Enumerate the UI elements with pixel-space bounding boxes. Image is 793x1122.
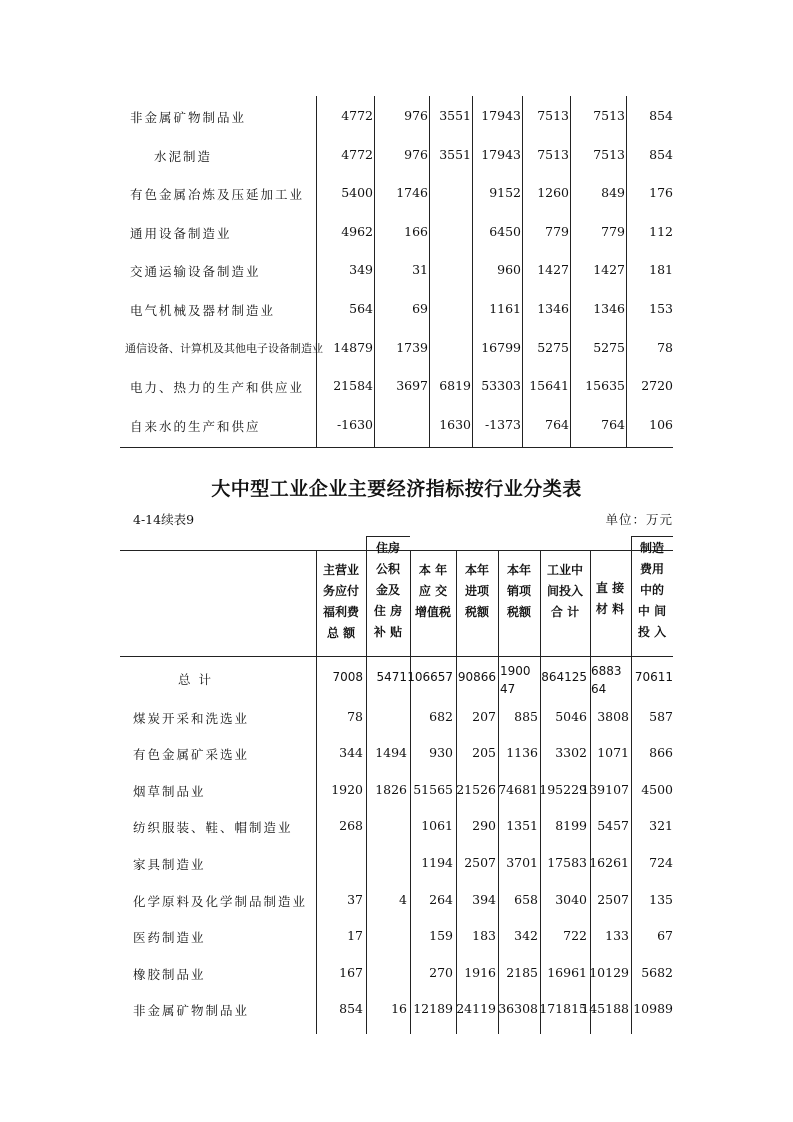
column-header <box>626 538 678 643</box>
row-label: 纺织服装、鞋、帽制造业 <box>133 820 293 836</box>
table-cell: 15635 <box>585 378 625 394</box>
table-cell: 9152 <box>489 185 521 201</box>
table-cell: 21584 <box>333 378 373 394</box>
row-label: 烟草制品业 <box>133 783 206 799</box>
column-header-line: 住 房 <box>373 604 403 618</box>
row-label: 自来水的生产和供应 <box>130 418 261 434</box>
table-cell: 4500 <box>641 781 673 797</box>
table-cell: 5275 <box>593 339 625 355</box>
table-cell: 159 <box>429 928 453 944</box>
table-cell: 5457 <box>597 818 629 834</box>
table-cell: 658 <box>514 891 538 907</box>
table-cell: 78 <box>347 708 363 724</box>
column-header-line: 间投入 <box>546 584 583 598</box>
table-cell: 205 <box>472 745 496 761</box>
table-cell: 5046 <box>555 708 587 724</box>
table-cell: 722 <box>563 928 587 944</box>
row-label: 通信设备、计算机及其他电子设备制造业 <box>125 341 323 355</box>
table-cell: 7513 <box>537 108 569 123</box>
table-cell: 12189 <box>413 1001 453 1017</box>
table-cell: 764 <box>545 416 569 432</box>
table-cell: 17943 <box>481 108 521 123</box>
table-cell: 10989 <box>633 1001 673 1017</box>
column-header-line: 销项 <box>506 584 531 598</box>
table-cell: 3551 <box>439 108 471 123</box>
table-cell: 4772 <box>341 146 373 162</box>
table-cell: 1494 <box>375 745 407 761</box>
table-cell: 5275 <box>537 339 569 355</box>
table-cell: 1920 <box>331 781 363 797</box>
table-cell: 112 <box>649 223 673 239</box>
table-cell: 976 <box>404 108 428 123</box>
table-cell: -1373 <box>484 416 521 432</box>
column-header-line: 合 计 <box>550 605 580 619</box>
table-cell: 321 <box>649 818 673 834</box>
table-cell: 854 <box>649 146 673 162</box>
table-cell: 176 <box>649 185 673 201</box>
table-cell: 342 <box>514 928 538 944</box>
table-cell: 268 <box>339 818 363 834</box>
column-header-line: 工业中 <box>546 563 583 577</box>
table-cell: 74681 <box>498 781 538 797</box>
table-cell: 195229 <box>539 781 587 797</box>
table-cell: 976 <box>404 146 428 162</box>
column-header-line: 中的 <box>639 583 664 597</box>
table-cell: 36308 <box>498 1001 538 1017</box>
table-cell: 14879 <box>333 339 373 355</box>
column-header-line: 金及 <box>375 583 400 597</box>
table-cell: 779 <box>545 223 569 239</box>
table-cell: 930 <box>429 745 453 761</box>
table-cell: 171815 <box>539 1001 587 1017</box>
table-cell: 53303 <box>481 378 521 394</box>
table-cell: 3302 <box>555 745 587 761</box>
table-cell: 1194 <box>421 855 453 870</box>
table-cell: 181 <box>649 262 673 278</box>
table-code: 4-14续表9 <box>133 512 195 527</box>
table-cell: 564 <box>349 301 373 316</box>
table-cell: 4 <box>399 891 407 907</box>
table-cell: 70611 <box>634 670 673 684</box>
table-cell: 1427 <box>537 262 569 278</box>
table-cell: 2185 <box>506 964 538 980</box>
table-cell: 1071 <box>597 745 629 761</box>
row-label: 电力、热力的生产和供应业 <box>130 380 305 396</box>
table-cell: 139107 <box>581 781 629 797</box>
table-cell: 1427 <box>593 262 625 278</box>
row-label: 化学原料及化学制品制造业 <box>133 893 308 909</box>
table-cell: 864125 <box>541 670 587 684</box>
table-cell: 67 <box>657 928 673 944</box>
table-cell: 290 <box>472 818 496 834</box>
table-cell: 682 <box>429 708 453 724</box>
column-header-line: 增值税 <box>414 605 451 619</box>
table-cell: 2507 <box>597 891 629 907</box>
table-cell: 885 <box>514 708 538 724</box>
column-header-line: 费用 <box>639 562 664 576</box>
table-cell: 31 <box>412 262 428 278</box>
table-cell: 2507 <box>464 855 496 870</box>
column-header <box>493 560 545 623</box>
table-cell: 15641 <box>529 378 569 394</box>
column-header-line: 补 贴 <box>373 625 403 639</box>
table-cell: 854 <box>339 1001 363 1017</box>
row-label: 非金属矿物制品业 <box>130 110 247 125</box>
table-cell: 7513 <box>537 146 569 162</box>
column-header-line: 本年 <box>506 563 531 577</box>
table-cell: 6819 <box>439 378 471 394</box>
table-cell: 688364 <box>591 664 622 696</box>
row-label: 交通运输设备制造业 <box>130 264 261 280</box>
table-cell: -1630 <box>336 416 373 432</box>
row-label: 有色金属矿采选业 <box>133 747 250 763</box>
table-cell: 1630 <box>439 416 471 432</box>
row-label: 非金属矿物制品业 <box>133 1003 250 1019</box>
column-header-line: 材 料 <box>595 602 625 616</box>
table-cell: 779 <box>601 223 625 239</box>
column-header-line: 税额 <box>506 605 531 619</box>
table-cell: 16799 <box>481 339 521 355</box>
table-cell: 106 <box>649 416 673 432</box>
column-header-line: 进项 <box>464 584 489 598</box>
column-header-line: 住房 <box>375 541 400 555</box>
table-cell: 1346 <box>537 301 569 316</box>
table-cell: 10129 <box>589 964 629 980</box>
table-cell: 133 <box>605 928 629 944</box>
table-cell: 153 <box>649 301 673 316</box>
table-cell: 69 <box>412 301 428 316</box>
table-cell: 17943 <box>481 146 521 162</box>
table-cell: 1161 <box>489 301 521 316</box>
table-cell: 7513 <box>593 108 625 123</box>
column-header-line: 本 年 <box>418 563 448 577</box>
table-cell: 7008 <box>332 670 363 684</box>
table-cell: 1061 <box>421 818 453 834</box>
column-header-line: 福利费 <box>322 605 359 619</box>
table-cell: 854 <box>649 108 673 123</box>
table-cell: 1260 <box>537 185 569 201</box>
table-cell: 3551 <box>439 146 471 162</box>
table-cell: 106657 <box>407 670 453 684</box>
table-cell: 7513 <box>593 146 625 162</box>
row-label: 医药制造业 <box>133 930 206 946</box>
table-cell: 166 <box>404 223 428 239</box>
table-cell: 16961 <box>547 964 587 980</box>
table-cell: 145188 <box>581 1001 629 1017</box>
table-cell: 78 <box>657 339 673 355</box>
column-header-line: 务应付 <box>322 584 359 598</box>
table-cell: 264 <box>429 891 453 907</box>
table-cell: 1746 <box>396 185 428 201</box>
table-cell: 394 <box>472 891 496 907</box>
table-cell: 3808 <box>597 708 629 724</box>
table-cell: 1351 <box>506 818 538 834</box>
table-cell: 866 <box>649 745 673 761</box>
column-header-line: 总 额 <box>326 626 356 640</box>
table-cell: 1826 <box>375 781 407 797</box>
row-label: 橡胶制品业 <box>133 966 206 982</box>
table-cell: 1739 <box>396 339 428 355</box>
column-header-line: 税额 <box>464 605 489 619</box>
table-cell: 135 <box>649 891 673 907</box>
table-cell: 5400 <box>341 185 373 201</box>
column-header <box>315 560 367 644</box>
table-cell: 16261 <box>589 855 629 870</box>
row-label: 有色金属冶炼及压延加工业 <box>130 187 305 203</box>
table-cell: 6450 <box>489 223 521 239</box>
table-cell: 1916 <box>464 964 496 980</box>
row-label: 通用设备制造业 <box>130 225 232 241</box>
table-cell: 764 <box>601 416 625 432</box>
table-cell: 1136 <box>506 745 538 761</box>
table-cell: 37 <box>347 891 363 907</box>
column-header-line: 应 交 <box>418 584 448 598</box>
table-cell: 270 <box>429 964 453 980</box>
table-cell: 4962 <box>341 223 373 239</box>
header-top-rule-d <box>631 536 673 537</box>
column-header-line: 主营业 <box>322 563 359 577</box>
table-cell: 349 <box>349 262 373 278</box>
row-label: 水泥制造 <box>154 148 213 164</box>
column-header-line: 公积 <box>375 562 400 576</box>
table-cell: 724 <box>649 855 673 870</box>
table-cell: 183 <box>472 928 496 944</box>
page-title: 大中型工业企业主要经济指标按行业分类表 <box>211 478 582 500</box>
table-cell: 3701 <box>506 855 538 870</box>
table-cell: 17 <box>347 928 363 944</box>
table-cell: 960 <box>497 262 521 278</box>
table-cell: 90866 <box>457 670 496 684</box>
table-cell: 1346 <box>593 301 625 316</box>
table-cell: 3697 <box>396 378 428 394</box>
table-cell: 190047 <box>500 664 531 696</box>
table-cell: 587 <box>649 708 673 724</box>
table-bottom-rule <box>120 447 673 448</box>
column-header-line: 制造 <box>639 541 664 555</box>
header-top-rule-b <box>366 536 410 537</box>
table-cell: 3040 <box>555 891 587 907</box>
column-header-line: 中 间 <box>637 604 667 618</box>
table-cell: 4772 <box>341 108 373 123</box>
row-label: 家具制造业 <box>133 857 206 872</box>
table-cell: 24119 <box>456 1001 496 1017</box>
row-label: 总 计 <box>178 672 213 687</box>
table-cell: 51565 <box>413 781 453 797</box>
table-cell: 16 <box>391 1001 407 1017</box>
unit-label: 单位：万元 <box>605 512 673 527</box>
table-cell: 8199 <box>555 818 587 834</box>
column-header-line: 投 入 <box>637 625 667 639</box>
table-cell: 167 <box>339 964 363 980</box>
table-cell: 207 <box>472 708 496 724</box>
row-label: 煤炭开采和洗选业 <box>133 710 250 726</box>
row-label: 电气机械及器材制造业 <box>130 303 276 318</box>
table-cell: 5471 <box>376 670 407 684</box>
table-cell: 5682 <box>641 964 673 980</box>
column-header-line: 本年 <box>464 563 489 577</box>
table-cell: 849 <box>601 185 625 201</box>
table-cell: 17583 <box>547 855 587 870</box>
table-cell: 344 <box>339 745 363 761</box>
table-cell: 21526 <box>456 781 496 797</box>
column-header-line: 直 接 <box>595 581 625 595</box>
table-cell: 2720 <box>641 378 673 394</box>
